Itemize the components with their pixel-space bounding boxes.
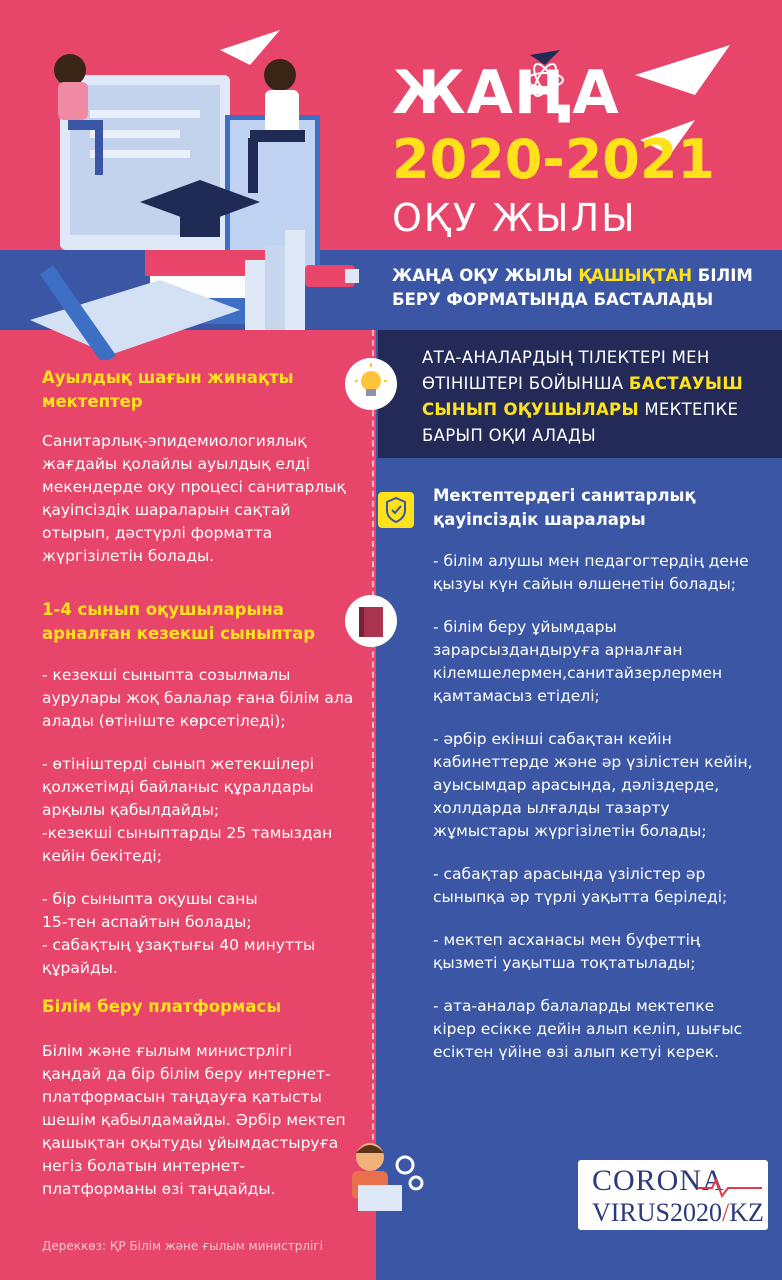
section3-heading: Білім беру платформасы: [42, 997, 282, 1016]
right-item-6: - ата-аналар балаларды мектепке кірер есікке дейін алып келіп, шығыс есіктен үйіне өзі алып кетуі керек.: [433, 997, 743, 1061]
logo-line2b: KZ: [729, 1198, 764, 1227]
section3-body: Білім және ғылым министрлігі қандай да бір білім беру интернет-платформасын таңдауға қатысты шешім қабылдамайды. Әрбір мектеп қашықтан оқытуды ұйымдастыруға негіз болатын интернет-платформаны өзі таңдайды.: [42, 1042, 346, 1198]
panel-line2a: ӨТІНІШТЕРІ БОЙЫНША: [422, 374, 629, 393]
panel-line4: БАРЫП ОҚИ АЛАДЫ: [422, 426, 596, 445]
section2-heading: 1-4 сынып оқушыларына арналған кезекші сыныптар: [42, 600, 316, 643]
hero-year: 2020-2021: [392, 128, 715, 191]
banner-line2: БЕРУ ФОРМАТЫНДА БАСТАЛАДЫ: [392, 290, 714, 309]
panel-line3b: МЕКТЕПКЕ: [638, 400, 739, 419]
shield-hands-icon: [378, 492, 414, 528]
section1-heading: Ауылдық шағын жинақты мектептер: [42, 368, 294, 411]
section2-item1: - кезекші сыныпта созылмалы аурулары жоқ балалар ғана білім ала алады (өтініште көрсетіледі);: [42, 666, 354, 730]
laptop-user-illustration: [330, 1135, 430, 1220]
panel-line2-highlight: БАСТАУЫШ: [628, 374, 744, 393]
banner-part1: ЖАҢА ОҚУ ЖЫЛЫ: [392, 266, 579, 285]
students-illustration: [10, 20, 370, 360]
section2-item3b: - сабақтың ұзақтығы 40 минутты құрайды.: [42, 936, 316, 977]
pulse-icon: [698, 1176, 762, 1198]
section2-item3a: - бір сыныпта оқушы саны 15-тен аспайтын болады;: [42, 890, 258, 931]
book-icon: [345, 595, 397, 647]
right-item-5: - мектеп асханасы мен буфеттің қызметі уақытша тоқтатылады;: [433, 931, 701, 972]
section2-item2b: -кезекші сыныптарды 25 тамыздан кейін бекітеді;: [42, 824, 333, 865]
column-divider: [372, 330, 374, 1200]
banner-part2: БІЛІМ: [692, 266, 753, 285]
banner-text: [392, 264, 772, 312]
section1-body: Санитарлық-эпидемиологиялық жағдайы қолайлы ауылдық елді мекендерде оқу процесі санитарлық қауіпсіздік шараларын сақтай отырып, дәстүрлі форматта жүргізілетін болады.: [42, 432, 346, 565]
logo-line1: CORONA: [592, 1164, 725, 1197]
right-item-3: - әрбір екінші сабақтан кейін кабинеттерде және әр үзілістен кейін, ауысымдар арасында, дәліздерде, холлдарда ылғалды тазарту жұмыстары жүргізілетін болады;: [433, 730, 753, 840]
corona-logo: [578, 1160, 768, 1230]
section2-body: [42, 664, 362, 980]
right-item-4: - сабақтар арасында үзілістер әр сыныпқа әр түрлі уақытта беріледі;: [433, 865, 728, 906]
panel-line1: АТА-АНАЛАРДЫҢ ТІЛЕКТЕРІ МЕН: [422, 348, 710, 367]
source-credit: Дереккөз: ҚР Білім және ғылым министрлігі: [42, 1239, 323, 1253]
section2-item2a: - өтініштерді сынып жетекшілері қолжетімді байланыс құралдары арқылы қабылдайды;: [42, 755, 315, 819]
right-item-2: - білім беру ұйымдары зарарсыздандыруға арналған кілемшелермен,санитайзерлермен қамтамасыз етіделі;: [433, 618, 723, 705]
right-heading: Мектептердегі санитарлық қауіпсіздік шаралары: [433, 486, 696, 529]
right-item-1: - білім алушы мен педагогтердің дене қызуы күн сайын өлшенетін болады;: [433, 552, 749, 593]
panel-line3-highlight: СЫНЫП ОҚУШЫЛАРЫ: [422, 400, 639, 419]
logo-line2a: VIRUS2020: [592, 1198, 723, 1227]
logo-slash: /: [722, 1198, 730, 1227]
banner-highlight: ҚАШЫҚТАН: [578, 266, 693, 285]
right-list: [433, 550, 758, 1084]
hero-title: ЖАҢА: [392, 58, 620, 128]
panel-text: [422, 345, 777, 449]
logo-line2: [592, 1198, 764, 1228]
hero-subtitle: ОҚУ ЖЫЛЫ: [392, 196, 637, 240]
